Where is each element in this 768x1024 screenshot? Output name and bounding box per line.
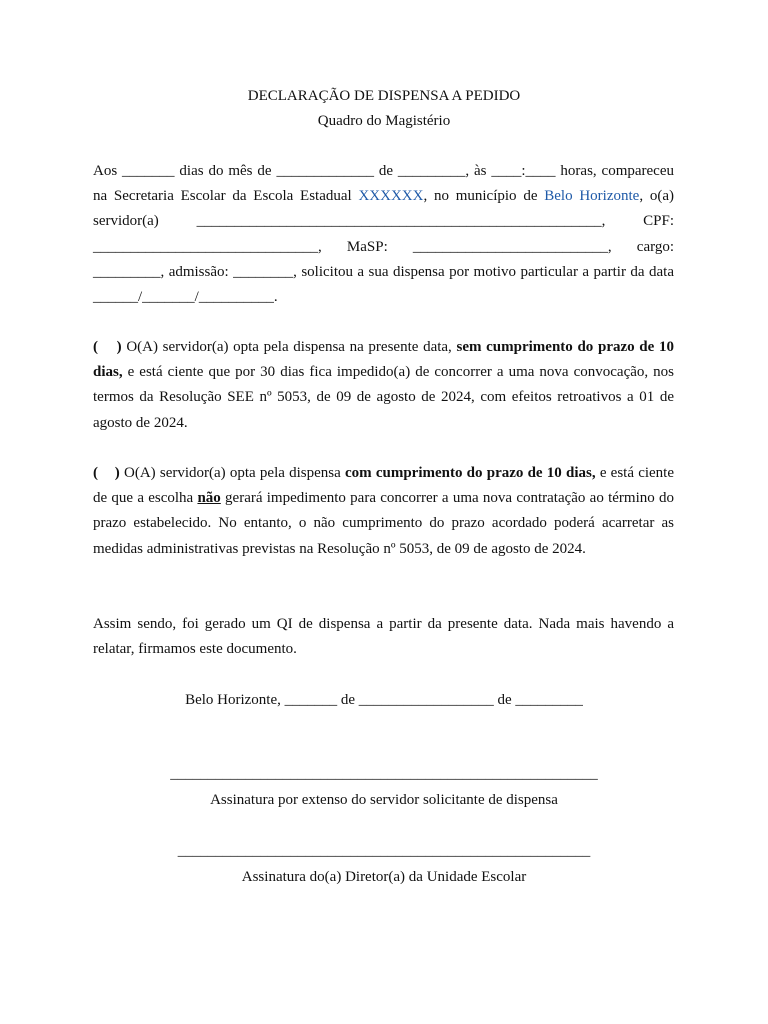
option1-bold: sem cumprimento do prazo de 10 dias, xyxy=(93,339,674,381)
intro-text-3: , o(a) servidor(a) ______________________________________________________, CPF: ______________________________, MaSP: __________________________, cargo: _________, admissão: ________, solicitou a sua dispensa por motivo particular a partir da data ______/_______/__________. xyxy=(93,188,674,306)
option1-text-1: O(A) servidor(a) opta pela dispensa na presente data, xyxy=(121,339,457,355)
option2-bold: com cumprimento do prazo de 10 dias, xyxy=(344,465,596,481)
intro-text-1: Aos _______ dias do mês de _____________ de _________, às ____:____ horas, compareceu na Secretaria Escolar da Escola Estadual xyxy=(93,163,674,205)
director-signature-line: _______________________________________________________ xyxy=(177,843,591,859)
school-name: XXXXXX xyxy=(358,188,424,205)
city-name: Belo Horizonte xyxy=(544,188,640,205)
employee-signature-label: Assinatura por extenso do servidor solicitante de dispensa xyxy=(210,792,558,808)
document-subtitle: Quadro do Magistério xyxy=(317,113,451,129)
option1-text-2: e está ciente que por 30 dias fica impedido(a) de concorrer a uma nova convocação, nos termos da Resolução SEE nº 5053, de 09 de agosto de 2024, com efeitos retroativos a 01 de agosto de 2024. xyxy=(93,364,674,431)
option-with-notice xyxy=(93,461,674,562)
document-title: DECLARAÇÃO DE DISPENSA A PEDIDO xyxy=(247,88,521,104)
employee-signature-line: _________________________________________________________ xyxy=(170,766,598,782)
option2-text-2: e está ciente de que a escolha xyxy=(93,465,675,507)
option2-text-3: gerará impedimento para concorrer a uma nova contratação ao término do prazo estabelecido. No entanto, o não cumprimento do prazo acordado poderá acarretar as medidas administrativas previstas na Resolução nº 5053, de 09 de agosto de 2024. xyxy=(93,490,674,557)
option1-checkbox[interactable]: ( ) xyxy=(93,339,122,355)
option2-underlined: não xyxy=(197,490,221,507)
closing-paragraph: Assim sendo, foi gerado um QI de dispensa a partir da presente data. Nada mais havendo a relatar, firmamos este documento. xyxy=(93,616,674,658)
director-signature-label: Assinatura do(a) Diretor(a) da Unidade Escolar xyxy=(241,869,527,885)
option2-checkbox[interactable]: ( ) xyxy=(93,465,120,481)
option-without-notice xyxy=(93,335,674,436)
option2-text-1: O(A) servidor(a) opta pela dispensa xyxy=(119,465,345,481)
intro-text-2: , no município de xyxy=(423,188,545,205)
place-date-line: Belo Horizonte, _______ de __________________ de _________ xyxy=(185,692,583,708)
intro-paragraph xyxy=(93,159,674,310)
